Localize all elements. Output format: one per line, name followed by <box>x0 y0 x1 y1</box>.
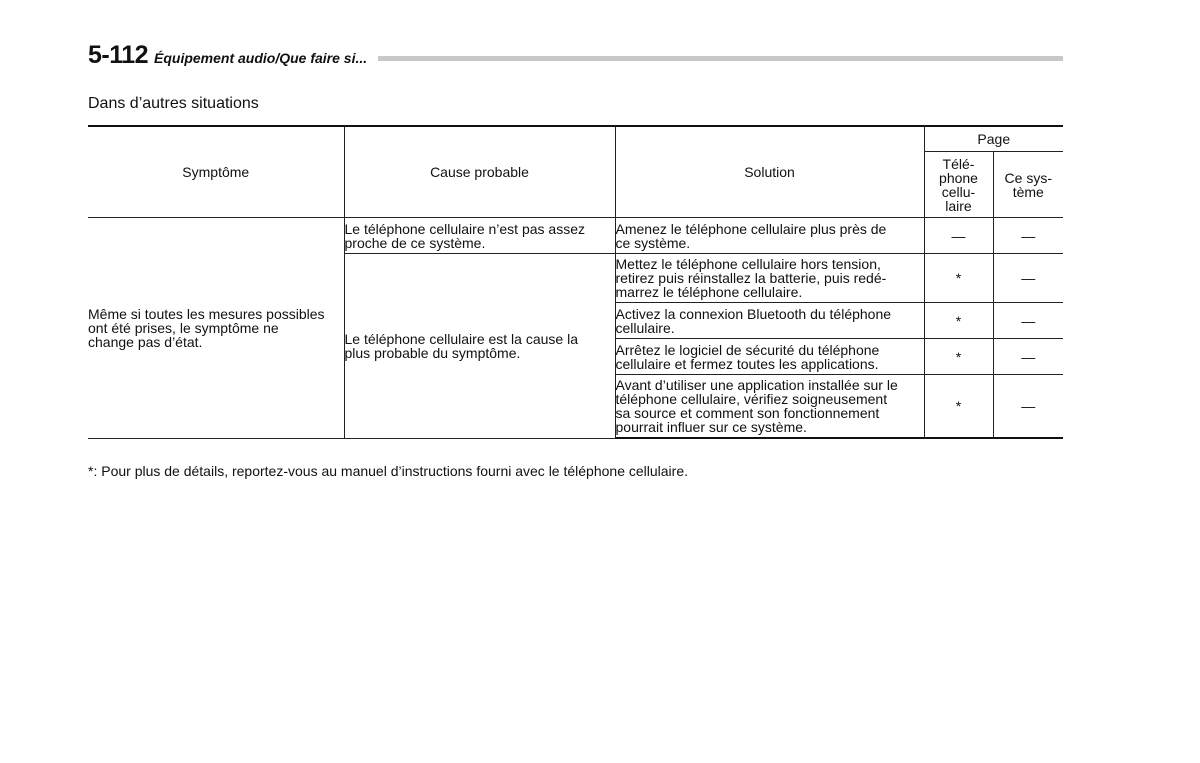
solution-cell: Arrêtez le logiciel de sécurité du téléphone cellulaire et fermez toutes les applications. <box>615 339 924 375</box>
header-page: Page <box>924 126 1063 152</box>
phone-page-cell: * <box>924 375 993 439</box>
header-cause: Cause probable <box>344 126 615 218</box>
system-page-cell: — <box>993 339 1063 375</box>
page-header <box>88 40 1063 70</box>
subsection-title: Dans d’autres situations <box>88 95 259 112</box>
system-page-cell: — <box>993 218 1063 254</box>
system-page-cell: — <box>993 254 1063 303</box>
phone-page-cell: * <box>924 339 993 375</box>
header-system-page: Ce sys- tème <box>993 152 1063 218</box>
system-page-cell: — <box>993 303 1063 339</box>
cause-cell: Le téléphone cellulaire n’est pas assez proche de ce système. <box>344 218 615 254</box>
phone-page-cell: — <box>924 218 993 254</box>
phone-page-cell: * <box>924 303 993 339</box>
symptom-cell: Même si toutes les mesures possibles ont été prises, le symptôme ne change pas d’état. <box>88 218 344 439</box>
table-row <box>88 218 1063 254</box>
solution-cell: Amenez le téléphone cellulaire plus près de ce système. <box>615 218 924 254</box>
header-symptom: Symptôme <box>88 126 344 218</box>
solution-cell: Avant d’utiliser une application installée sur le téléphone cellulaire, vérifiez soigneusement sa source et comment son fonctionnement pourrait influer sur ce système. <box>615 375 924 439</box>
section-title: Équipement audio/Que faire si... <box>154 50 368 66</box>
header-solution: Solution <box>615 126 924 218</box>
cause-cell: Le téléphone cellulaire est la cause la plus probable du symptôme. <box>344 254 615 439</box>
header-phone-page: Télé- phone cellu- laire <box>924 152 993 218</box>
solution-cell: Activez la connexion Bluetooth du téléphone cellulaire. <box>615 303 924 339</box>
header-rule <box>378 56 1063 61</box>
page-number: 5-112 <box>88 41 149 69</box>
system-page-cell: — <box>993 375 1063 439</box>
phone-page-cell: * <box>924 254 993 303</box>
solution-cell: Mettez le téléphone cellulaire hors tension, retirez puis réinstallez la batterie, puis redé- marrez le téléphone cellulaire. <box>615 254 924 303</box>
troubleshooting-table <box>88 125 1063 439</box>
footnote: *: Pour plus de détails, reportez-vous au manuel d’instructions fourni avec le téléphone cellulaire. <box>88 463 689 479</box>
